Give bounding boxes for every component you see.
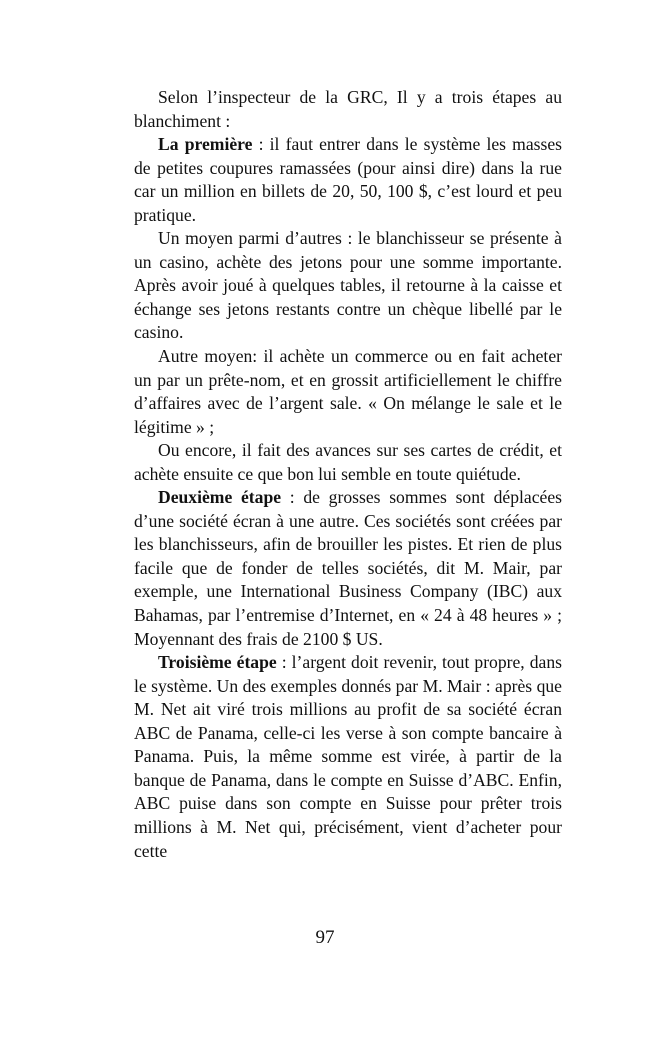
paragraph-third-step	[134, 651, 562, 863]
step-heading-second: Deuxième étape	[158, 487, 282, 508]
paragraph-business-method	[134, 345, 562, 439]
paragraph-second-step	[134, 486, 562, 651]
paragraph-text: : de grosses sommes sont déplacées d’une société écran à une autre. Ces sociétés sont créées par les blanchisseurs, afin de brouiller les pistes. Et rien de plus facile que de fonder de telles sociétés, dit M. Mair, par exemple, une International Business Company (IBC) aux Bahamas, par l’entremise d’Internet, en « 24 à 48 heures » ; Moyennant des frais de 2100 $ US.	[134, 487, 563, 649]
paragraph-text: Autre moyen: il achète un commerce ou en fait acheter un par un prête-nom, et en grossit artificiellement le chiffre d’affaires avec de l’argent sale. « On mélange le sale et le légitime » ;	[134, 346, 562, 437]
paragraph-first-step	[134, 133, 562, 227]
paragraph-text: : il faut entrer dans le système les masses de petites coupures ramassées (pour ainsi dire) dans la rue car un million en billets de 20, 50, 100 $, c’est lourd et peu pratique.	[134, 134, 562, 225]
paragraph-text: : l’argent doit revenir, tout propre, dans le système. Un des exemples donnés par M. Mair : après que M. Net ait viré trois millions au profit de sa société écran ABC de Panama, celle-ci les verse à son compte bancaire à Panama. Puis, la même somme est virée, à partir de la banque de Panama, dans le compte en Suisse d’ABC. Enfin, ABC puise dans son compte en Suisse pour prêter trois millions à M. Net qui, précisément, vient d’acheter pour cette	[134, 652, 562, 861]
paragraph-credit-method	[134, 439, 562, 486]
paragraph-intro	[134, 86, 562, 133]
body-text	[134, 86, 562, 863]
paragraph-text: Un moyen parmi d’autres : le blanchisseur se présente à un casino, achète des jetons pour une somme importante. Après avoir joué à quelques tables, il retourne à la caisse et échange ses jetons restants contre un chèque libellé par le casino.	[134, 228, 562, 343]
paragraph-text: Ou encore, il fait des avances sur ses cartes de crédit, et achète ensuite ce que bon lui semble en toute quiétude.	[134, 440, 562, 484]
step-heading-first: La première	[158, 134, 253, 155]
step-heading-third: Troisième étape	[158, 652, 277, 673]
page-number: 97	[315, 927, 335, 948]
paragraph-text: Selon l’inspecteur de la GRC, Il y a trois étapes au blanchiment :	[134, 87, 562, 131]
paragraph-casino-method	[134, 227, 562, 345]
